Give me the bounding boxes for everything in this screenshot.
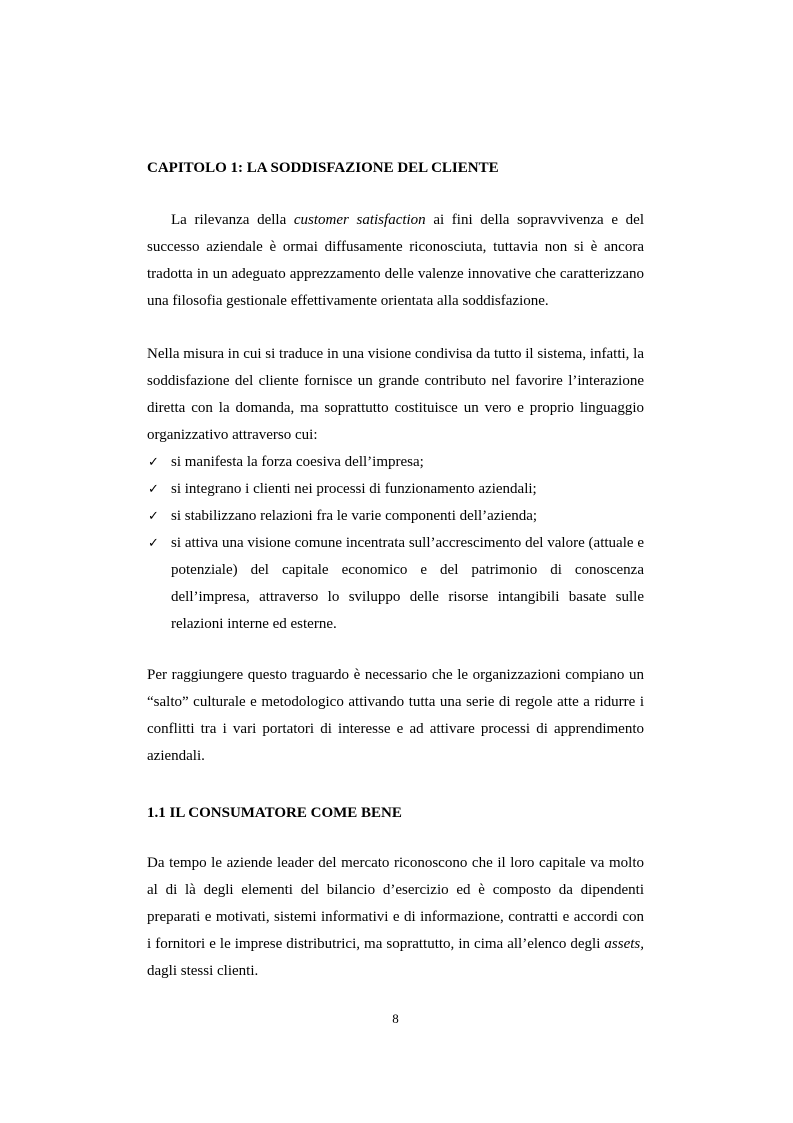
intro-paragraph: [147, 207, 644, 315]
da-text-after: dagli stessi clienti.: [147, 963, 259, 979]
da-emphasis: assets,: [604, 936, 644, 952]
check-icon: ✓: [148, 536, 159, 551]
check-icon: ✓: [148, 482, 159, 497]
paragraph-da: [147, 850, 644, 985]
section-title: 1.1 IL CONSUMATORE COME BENE: [147, 805, 402, 821]
paragraph-nella: Nella misura in cui si traduce in una visione condivisa da tutto il sistema, infatti, la soddisfazione del cliente fornisce un grande contributo nel favorire l’interazione diretta con la domanda, ma soprattutto costituisce un vero e proprio linguaggio organizzativo attraverso cui:: [147, 346, 644, 443]
list-item-text: si attiva una visione comune incentrata sull’accrescimento del valore (attuale e potenziale) del capitale economico e del patrimonio di conoscenza dell’impresa, attraverso lo sviluppo delle risorse intangibili basate sulle relazioni interne ed esterne.: [171, 535, 644, 632]
page-number: 8: [392, 1011, 399, 1026]
intro-emphasis: customer satisfaction: [293, 212, 426, 228]
list-item-text: si stabilizzano relazioni fra le varie componenti dell’azienda;: [171, 508, 538, 524]
check-icon: ✓: [148, 455, 159, 470]
intro-text-after: ai fini della sopravvivenza e del successo aziendale è ormai diffusamente riconosciuta, tuttavia non si è ancora tradotta in un adeguato apprezzamento delle valenze innovative che caratterizzano una filosofia gestionale effettivamente orientata alla soddisfazione.: [147, 212, 644, 309]
list-item: [147, 530, 644, 638]
list-item: [147, 449, 644, 476]
list-item: [147, 476, 644, 503]
list-item: [147, 503, 644, 530]
paragraph-per: Per raggiungere questo traguardo è necessario che le organizzazioni compiano un “salto” culturale e metodologico attivando tutta una serie di regole atte a ridurre i conflitti tra i vari portatori di interesse e ad attivare processi di apprendimento aziendali.: [147, 667, 644, 764]
list-item-text: si integrano i clienti nei processi di funzionamento aziendali;: [171, 481, 537, 497]
chapter-title: CAPITOLO 1: LA SODDISFAZIONE DEL CLIENTE: [147, 160, 499, 176]
check-icon: ✓: [148, 509, 159, 524]
bullet-list: [147, 449, 644, 638]
intro-text-before: La rilevanza della: [171, 212, 294, 228]
da-text-before: Da tempo le aziende leader del mercato riconoscono che il loro capitale va molto al di là degli elementi del bilancio d’esercizio ed è composto da dipendenti preparati e motivati, sistemi informativi e di informazione, contratti e accordi con i fornitori e le imprese distributrici, ma soprattutto, in cima all’elenco degli: [147, 855, 644, 952]
list-item-text: si manifesta la forza coesiva dell’impresa;: [171, 454, 424, 470]
